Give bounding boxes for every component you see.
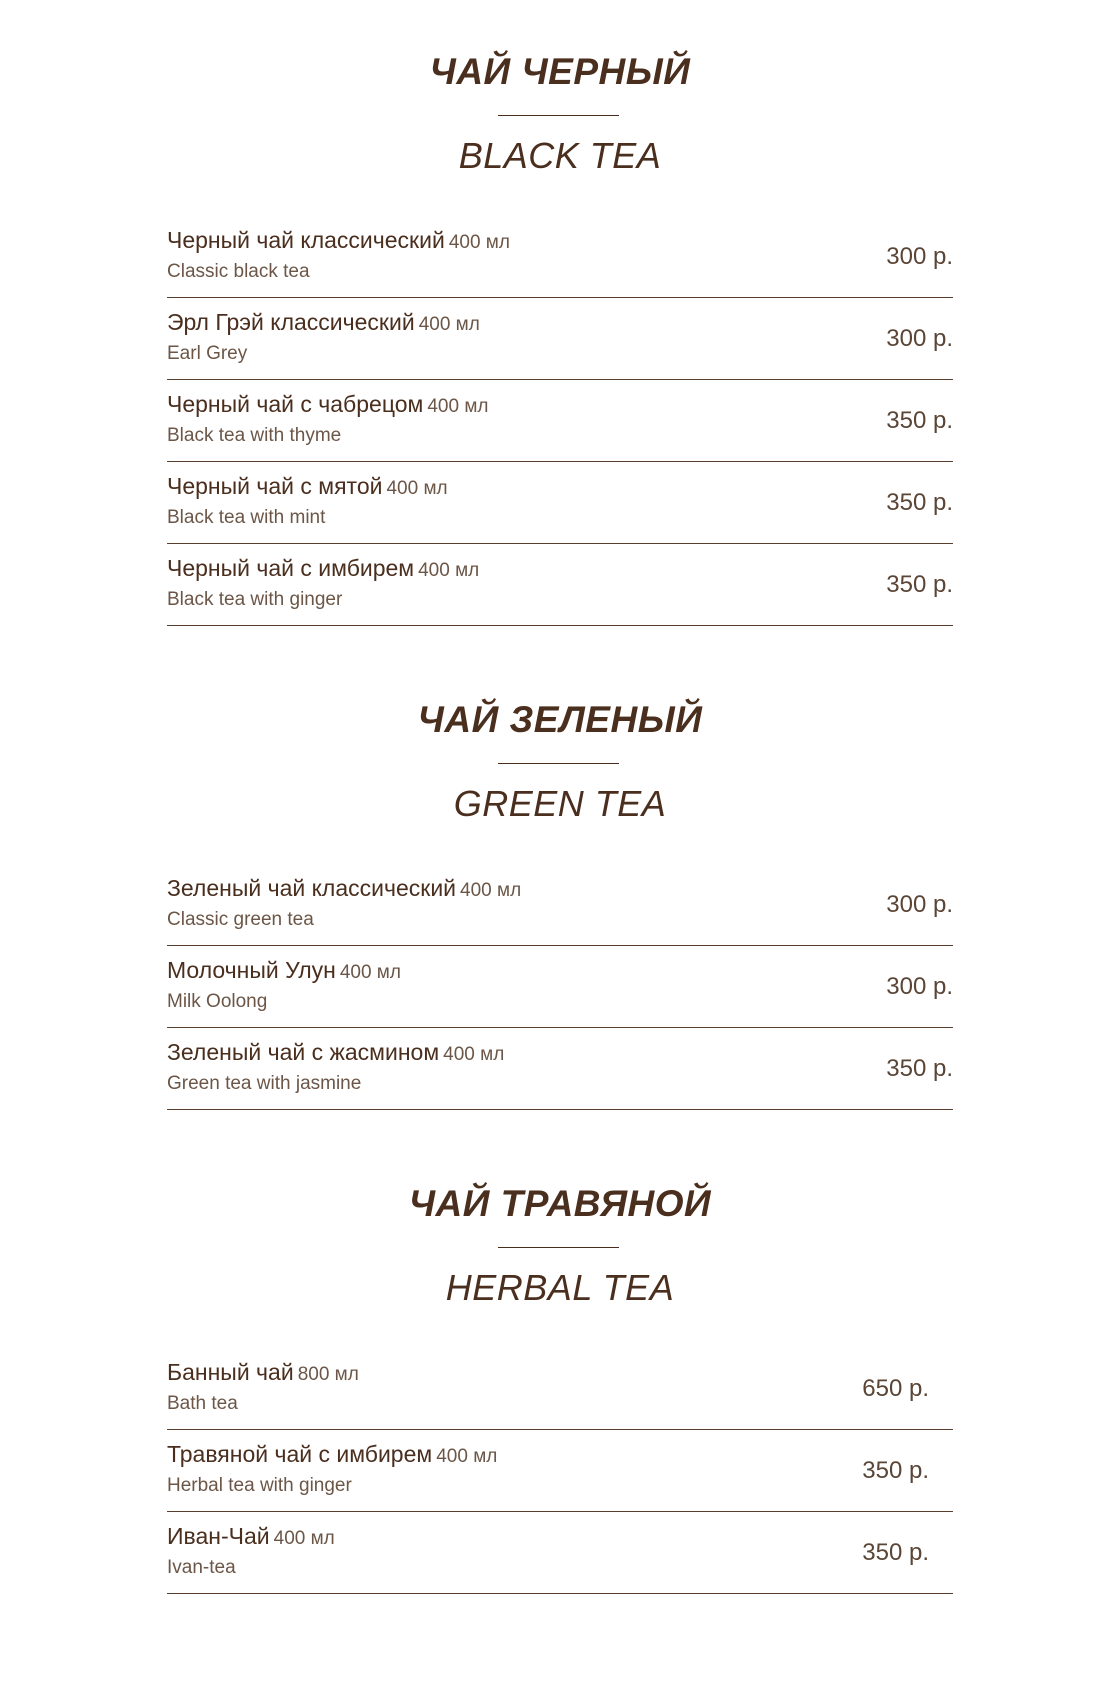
item-price: 350 р. (862, 1539, 929, 1566)
section-title: ЧАЙ ЧЕРНЫЙ (429, 51, 691, 92)
menu-item (167, 380, 953, 462)
menu-item (167, 298, 953, 380)
item-volume: 400 мл (339, 962, 401, 983)
section-subtitle: HERBAL TEA (445, 1267, 675, 1308)
item-price: 350 р. (862, 1457, 929, 1484)
menu-item (167, 1028, 953, 1110)
item-volume: 400 мл (386, 478, 448, 499)
item-name: Черный чай классический 400 мл (167, 227, 510, 253)
item-name-en: Green tea with jasmine (167, 1073, 362, 1094)
item-price: 300 р. (886, 325, 953, 352)
item-name-en: Ivan-tea (167, 1557, 236, 1578)
menu-item (167, 1430, 953, 1512)
menu-list (167, 1348, 953, 1594)
item-volume: 400 мл (273, 1528, 335, 1549)
item-name-en: Bath tea (167, 1393, 238, 1414)
item-price: 350 р. (886, 571, 953, 598)
section-divider (498, 1247, 619, 1248)
item-name: Иван-Чай 400 мл (167, 1523, 335, 1549)
item-price: 300 р. (886, 891, 953, 918)
section-title: ЧАЙ ТРАВЯНОЙ (408, 1183, 712, 1224)
item-name-en: Herbal tea with ginger (167, 1475, 352, 1496)
item-name: Зеленый чай классический 400 мл (167, 875, 522, 901)
item-name-en: Classic green tea (167, 909, 314, 930)
item-volume: 400 мл (443, 1044, 505, 1065)
menu-item (167, 216, 953, 298)
section-title: ЧАЙ ЗЕЛЕНЫЙ (417, 699, 703, 740)
section-subtitle: GREEN TEA (453, 783, 667, 824)
item-volume: 800 мл (297, 1364, 359, 1385)
item-volume: 400 мл (436, 1446, 498, 1467)
menu-item (167, 864, 953, 946)
item-volume: 400 мл (460, 880, 522, 901)
item-name-en: Black tea with thyme (167, 425, 342, 446)
menu-item (167, 1348, 953, 1430)
item-name: Эрл Грэй классический 400 мл (167, 309, 480, 335)
section-subtitle: BLACK TEA (458, 135, 662, 176)
menu-item (167, 1512, 953, 1594)
item-name-en: Earl Grey (167, 343, 248, 364)
menu-list (167, 216, 953, 626)
item-name-en: Classic black tea (167, 261, 310, 282)
item-price: 350 р. (886, 489, 953, 516)
item-name-en: Black tea with mint (167, 507, 326, 528)
item-volume: 400 мл (418, 314, 480, 335)
item-price: 350 р. (886, 1055, 953, 1082)
section-divider (498, 115, 619, 116)
item-name-en: Black tea with ginger (167, 589, 343, 610)
item-name-en: Milk Oolong (167, 991, 268, 1012)
item-name: Черный чай с имбирем 400 мл (167, 555, 480, 581)
section-divider (498, 763, 619, 764)
item-name: Черный чай с мятой 400 мл (167, 473, 448, 499)
item-price: 350 р. (886, 407, 953, 434)
menu-item (167, 544, 953, 626)
item-price: 650 р. (862, 1375, 929, 1402)
item-volume: 400 мл (418, 560, 480, 581)
item-name: Зеленый чай с жасмином 400 мл (167, 1039, 505, 1065)
menu-item (167, 462, 953, 544)
item-name: Черный чай с чабрецом 400 мл (167, 391, 489, 417)
item-name: Молочный Улун 400 мл (167, 957, 401, 983)
item-name: Банный чай 800 мл (167, 1359, 359, 1385)
item-price: 300 р. (886, 973, 953, 1000)
item-name: Травяной чай с имбирем 400 мл (167, 1441, 498, 1467)
item-volume: 400 мл (448, 232, 510, 253)
menu-list (167, 864, 953, 1110)
item-price: 300 р. (886, 243, 953, 270)
item-volume: 400 мл (427, 396, 489, 417)
menu-item (167, 946, 953, 1028)
